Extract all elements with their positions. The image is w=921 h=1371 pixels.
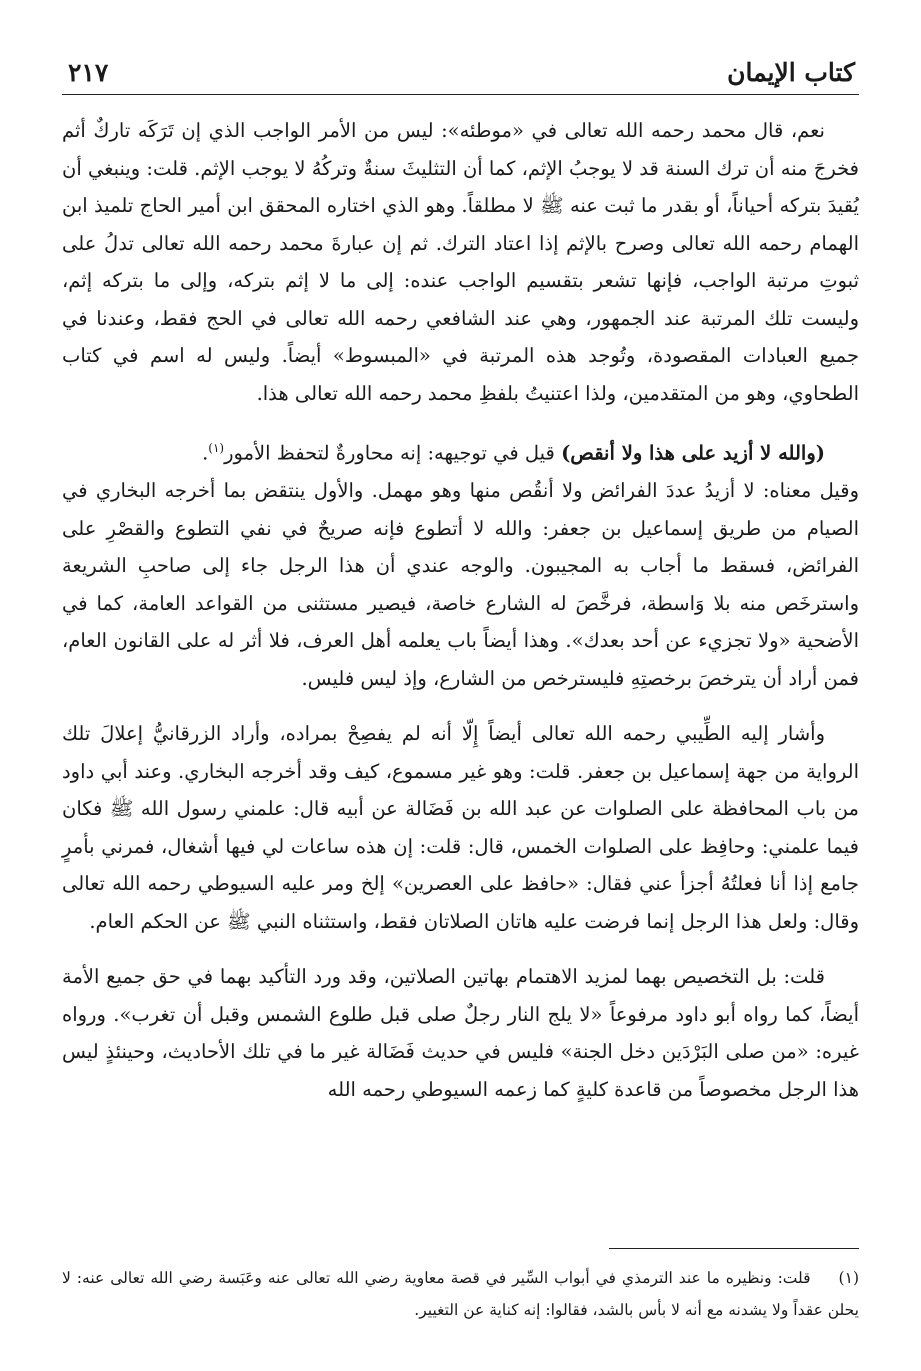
hadith-heading: (والله لا أزيد على هذا ولا أنقص) — [561, 441, 825, 465]
footnote-marker: (١) — [208, 441, 225, 455]
footnote-divider — [609, 1248, 859, 1249]
footnote-number: (١) — [838, 1269, 859, 1287]
page-header — [62, 48, 859, 95]
page-number: ٢١٧ — [68, 58, 109, 87]
paragraph-2-text: قيل في توجيهه: إنه محاورةٌ لتحفظ الأمور — [224, 441, 555, 465]
paragraph-3: وأشار إليه الطِّيبي رحمه الله تعالى أيضاً إِلّا أنه لم يفصِحْ بمراده، وأراد الزرقانيُّ إعلالَ تلك الرواية من جهة إسماعيل بن جعفر. قلت: وهو غير مسموع، كيف وقد أخرجه البخاري. وعند أبي داود من باب المحافظة على الصلوات عن عبد الله بن فَضَالة عن أبيه قال: علمني رسول الله ﷺ فكان فيما علمني: وحافِظ على الصلوات الخمس، قال: قلت: إن هذه ساعات لي فيها أشغال، فمرني بأمرٍ جامع إذا أنا فعلتُهُ أجزأ عني فقال: «حافظ على العصرين» إلخ ومر عليه السيوطي رحمه الله تعالى وقال: ولعل هذا الرجل إنما فرضت عليه هاتان الصلاتان فقط، واستثناه النبي ﷺ عن الحكم العام. — [62, 722, 859, 933]
paragraph-2: (والله لا أزيد على هذا ولا أنقص) قيل في توجيهه: إنه محاورةٌ لتحفظ الأمور$^{(١)}$. وقيل معناه: لا أزيدُ عددَ الفرائض ولا أنقُص منها وهو مهمل. والأول ينتقض بما أخرجه البخاري في الصيام من طريق إسماعيل بن جعفر: والله لا أتطوع فإنه صريحٌ في نفي التطوع والقصْرِ على الفرائض، فسقط ما أجاب به المجيبون. والوجه عندي أن هذا الرجل جاء إلى صاحبِ الشريعة واسترخَص منه بلا وَاسطة، فرخَّصَ له الشارع خاصة، فيصير مستثنى من القواعد العامة، كما في الأضحية «ولا تجزيء عن أحد بعدك». وهذا أيضاً باب يعلمه أهل العرف، فلا أثر له على القانون العام، فمن أراد أن يترخصَ برخصتِهِ فليسترخص من الشارع، وإذ ليس فليس. — [62, 441, 859, 690]
paragraph-2-continuation: وقيل معناه: لا أزيدُ عددَ الفرائض ولا أنقُص منها وهو مهمل. والأول ينتقض بما أخرجه البخاري في الصيام من طريق إسماعيل بن جعفر: والله لا أتطوع فإنه صريحٌ في نفي التطوع والقصْرِ على الفرائض، فسقط ما أجاب به المجيبون. والوجه عندي أن هذا الرجل جاء إلى صاحبِ الشريعة واسترخَص منه بلا وَاسطة، فرخَّصَ له الشارع خاصة، فيصير مستثنى من القواعد العامة، كما في الأضحية «ولا تجزيء عن أحد بعدك». وهذا أيضاً باب يعلمه أهل العرف، فلا أثر له على القانون العام، فمن أراد أن يترخصَ برخصتِهِ فليسترخص من الشارع، وإذ ليس فليس. — [62, 479, 859, 690]
footnote — [62, 1262, 859, 1326]
page-body — [62, 112, 859, 1126]
paragraph-1: نعم، قال محمد رحمه الله تعالى في «موطئه»: ليس من الأمر الواجب الذي إن تَرَكَه تاركٌ أثم فخرجَ منه أن ترك السنة قد لا يوجبُ الإثم، كما أن التثليثَ سنةٌ وتركُهُ لا يوجب الإثم. قلت: وينبغي أن يُقيدَ بتركه أحياناً، أو بقدر ما ثبت عنه ﷺ لا مطلقاً. وهو الذي اختاره المحقق ابن أمير الحاج تلميذ ابن الهمام رحمه الله تعالى وصرح بالإثم إذا اعتاد الترك. ثم إن عبارةَ محمد رحمه الله تعالى تدلُ على ثبوتِ مرتبة الواجب، فإنها تشعر بتقسيم الواجب عنده: إلى ما لا إثم بتركه، وإلى ما بتركه إثم، وليست تلك المرتبة عند الجمهور، وهي عند الشافعي رحمه الله تعالى في الحج فقط، وعندنا في جميع العبادات المقصودة، وتُوجد هذه المرتبة في «المبسوط» أيضاً. وليس له اسم في كتاب الطحاوي، وهو من المتقدمين، ولذا اعتنيتُ بلفظِ محمد رحمه الله تعالى هذا. — [62, 119, 859, 405]
footnote-text: قلت: ونظيره ما عند الترمذي في أبواب السِّير في قصة معاوية رضي الله تعالى عنه وعَبَسة رضي الله تعالى عنه: لا يحلن عقداً ولا يشدنه مع أنه لا بأس بالشد، فقالوا: إنه كناية عن التغيير. — [62, 1269, 859, 1319]
paragraph-4: قلت: بل التخصيص بهما لمزيد الاهتمام بهاتين الصلاتين، وقد ورد التأكيد بهما في حق جميع الأمة أيضاً، كما رواه أبو داود مرفوعاً «لا يلج النار رجلٌ صلى قبل طلوع الشمس وقبل أن تغرب». ورواه غيره: «من صلى البَرْدَين دخل الجنة» فليس في حديث فَضَالة غير ما في تلك الأحاديث، وحينئذٍ ليس هذا الرجل مخصوصاً من قاعدة كليةٍ كما زعمه السيوطي رحمه الله — [62, 965, 859, 1101]
chapter-title: كتاب الإيمان — [727, 58, 855, 87]
